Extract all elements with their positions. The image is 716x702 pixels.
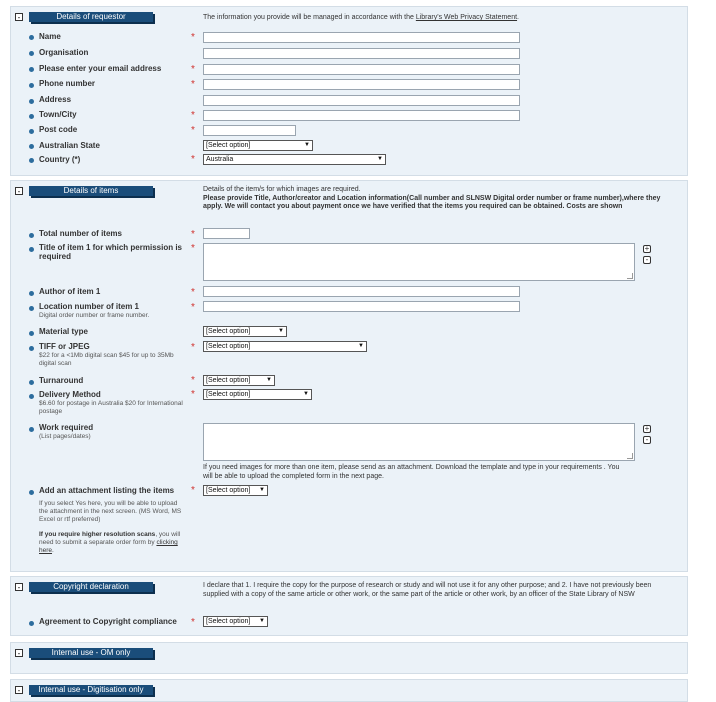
hires-note: If you require higher resolution scans, you will need to submit a separate order form by clicking here. [39,531,181,554]
tiff-select[interactable]: [Select option] ▼ [203,341,367,352]
bullet-icon [29,233,34,238]
email-input[interactable] [203,64,520,75]
internal-om-section [10,642,688,674]
remove-item-minus-icon[interactable]: - [643,256,651,264]
work-label: Work required [39,423,94,432]
resize-grip-icon[interactable] [627,453,633,459]
privacy-statement-link[interactable]: Library's Web Privacy Statement [415,14,518,21]
bullet-icon [29,114,34,119]
bullet-icon [29,99,34,104]
required-asterisk: * [191,64,195,75]
required-asterisk: * [191,302,195,313]
organisation-input[interactable] [203,48,520,59]
internal-dig-header [15,685,153,695]
dropdown-arrow-icon: ▼ [377,156,383,162]
required-asterisk: * [191,110,195,121]
collapse-toggle-icon[interactable]: - [15,649,23,657]
bullet-icon [29,35,34,40]
item-title-textarea[interactable] [203,243,635,281]
resize-grip-icon[interactable] [627,273,633,279]
bullet-icon [29,331,34,336]
requestor-section [10,6,688,176]
dropdown-arrow-icon: ▼ [259,618,265,624]
items-section [10,180,688,572]
work-textarea[interactable] [203,423,635,461]
turnaround-label: Turnaround [39,376,84,385]
required-asterisk: * [191,229,195,240]
required-asterisk: * [191,389,195,400]
internal-om-header [15,648,153,658]
email-label: Please enter your email address [39,64,162,73]
town-input[interactable] [203,110,520,121]
section-title: Copyright declaration [29,582,153,592]
postcode-label: Post code [39,125,78,134]
delivery-select[interactable]: [Select option] ▼ [203,389,312,400]
name-input[interactable] [203,32,520,43]
multi-item-note: If you need images for more than one item, please send as an attachment. Download the template and type in your requirements . You will be able to upload the completed form in the next page. [203,464,620,480]
requestor-header [15,12,153,22]
state-select[interactable]: [Select option] ▼ [203,140,313,151]
item-title-label: Title of item 1 for which permission is required [39,243,182,261]
bullet-icon [29,291,34,296]
bullet-icon [29,144,34,149]
section-title: Details of items [29,186,153,196]
phone-label: Phone number [39,79,96,88]
section-title: Details of requestor [29,12,153,22]
dropdown-arrow-icon: ▼ [259,487,265,493]
bullet-icon [29,83,34,88]
required-asterisk: * [191,243,195,254]
required-asterisk: * [191,32,195,43]
bullet-icon [29,394,34,399]
organisation-label: Organisation [39,48,89,57]
author-label: Author of item 1 [39,287,101,296]
remove-work-minus-icon[interactable]: - [643,436,651,444]
agreement-label: Agreement to Copyright compliance [39,617,177,626]
bullet-icon [29,158,34,163]
delivery-hint: $6.60 for postage in Australia $20 for International postage [39,400,183,415]
copyright-header [15,582,153,592]
collapse-toggle-icon[interactable]: - [15,686,23,694]
tiff-label: TIFF or JPEG [39,342,90,351]
collapse-toggle-icon[interactable]: - [15,583,23,591]
agreement-select[interactable]: [Select option] ▼ [203,616,268,627]
town-label: Town/City [39,110,77,119]
add-item-plus-icon[interactable]: + [644,244,650,253]
dropdown-arrow-icon: ▼ [358,343,364,349]
bullet-icon [29,51,34,56]
required-asterisk: * [191,485,195,496]
total-items-input[interactable] [203,228,250,239]
location-input[interactable] [203,301,520,312]
material-label: Material type [39,327,88,336]
attachment-hint: If you select Yes here, you will be able to upload the attachment in the next screen. (MS Word, MS Excel or rtf preferred) [39,500,182,523]
bullet-icon [29,380,34,385]
privacy-info: The information you provide will be managed in accordance with the Library's Web Privacy Statement. [203,14,519,21]
required-asterisk: * [191,79,195,90]
collapse-toggle-icon[interactable]: - [15,13,23,21]
phone-input[interactable] [203,79,520,90]
bullet-icon [29,247,34,252]
bullet-icon [29,129,34,134]
bullet-icon [29,346,34,351]
bullet-icon [29,306,34,311]
collapse-toggle-icon[interactable]: - [15,187,23,195]
bullet-icon [29,621,34,626]
bullet-icon [29,490,34,495]
dropdown-arrow-icon: ▼ [303,391,309,397]
postcode-input[interactable] [203,125,296,136]
required-asterisk: * [191,125,195,136]
location-hint: Digital order number or frame number. [39,312,150,319]
required-asterisk: * [191,342,195,353]
copyright-section [10,576,688,636]
work-hint: (List pages/dates) [39,433,91,440]
required-asterisk: * [191,375,195,386]
author-input[interactable] [203,286,520,297]
state-label: Australian State [39,141,100,150]
location-label: Location number of item 1 [39,302,140,311]
turnaround-select[interactable]: [Select option] ▼ [203,375,275,386]
attachment-label: Add an attachment listing the items [39,486,175,495]
internal-dig-section [10,679,688,702]
name-label: Name [39,32,61,41]
bullet-icon [29,67,34,72]
copyright-info: I declare that 1. I require the copy for the purpose of research or study and will not use it for any other purpose; and 2. I have not previously been supplied with a copy of the same article or other work, or the same part of the article or other work, by an officer of the State Library of NSW [203,582,652,598]
section-title: Internal use - OM only [29,648,153,658]
address-input[interactable] [203,95,520,106]
required-asterisk: * [191,154,195,165]
dropdown-arrow-icon: ▼ [304,142,310,148]
tiff-hint: $22 for a <1Mb digital scan $45 for up to 35Mb digital scan [39,352,174,367]
items-info: Details of the item/s for which images are required. Please provide Title, Author/creator and Location information(Call number and SLNSW Digital order number or frame number),where they apply. We will contact you about payment once we have verified that the items you required can be obtained. Costs are shown [203,186,661,210]
dropdown-arrow-icon: ▼ [266,377,272,383]
attachment-select[interactable]: [Select option] ▼ [203,485,268,496]
items-header [15,186,153,196]
material-select[interactable]: [Select option] ▼ [203,326,287,337]
address-label: Address [39,95,72,104]
section-title: Internal use - Digitisation only [29,685,153,695]
dropdown-arrow-icon: ▼ [278,328,284,334]
total-items-label: Total number of items [39,229,122,238]
country-select[interactable]: Australia ▼ [203,154,386,165]
country-label: Country (*) [39,155,81,164]
required-asterisk: * [191,617,195,628]
add-work-plus-icon[interactable]: + [644,424,650,433]
required-asterisk: * [191,287,195,298]
hires-order-link[interactable]: clicking here [39,539,178,554]
delivery-label: Delivery Method [39,390,101,399]
bullet-icon [29,427,34,432]
